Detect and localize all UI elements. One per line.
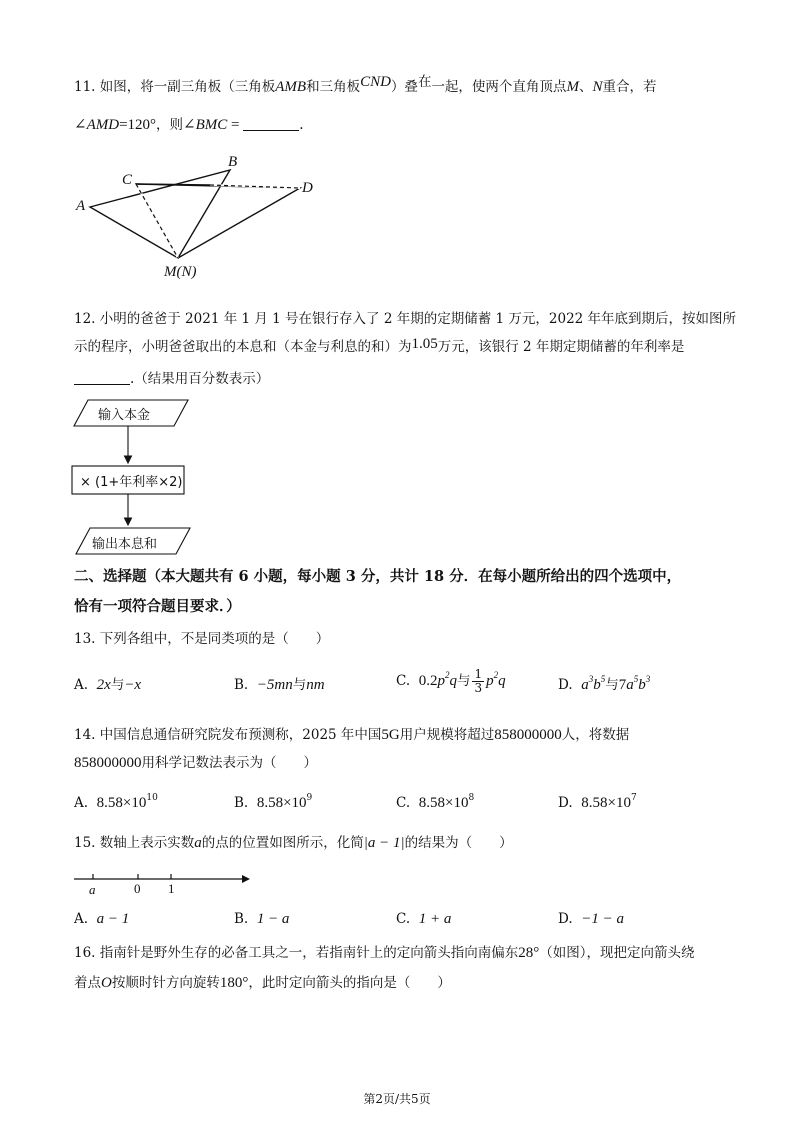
q11-separator: 、	[578, 79, 593, 95]
option-label: C.	[396, 911, 411, 927]
option-label: D.	[558, 795, 573, 811]
q14-option-d	[558, 794, 637, 812]
label-d: D	[302, 180, 313, 196]
option-text: 与	[456, 673, 471, 689]
fraction-numerator: 1	[474, 667, 483, 681]
option-math: nm	[306, 677, 325, 693]
section2-heading-line1: 二、选择题（本大题共有 6 小题，每小题 3 分，共计 18 分．在每小题所给出的四个选项中，	[74, 568, 682, 585]
q12-line1: 12. 小明的爸爸于 2021 年 1 月 1 号在银行存入了 2 年期的定期储蓄 1 万元，2022 年年底到期后，按如图所	[74, 311, 737, 327]
q15-text: 的点的位置如图所示，化简	[201, 835, 364, 851]
section2-heading-line2: 恰有一项符合题目要求．）	[74, 598, 241, 615]
q12-amount: 1.05	[411, 336, 438, 352]
q12-answer-blank	[74, 370, 130, 385]
q16-angle-180: 180°	[219, 975, 249, 991]
q16-line1	[74, 944, 695, 962]
q11-point-m: M	[566, 79, 579, 95]
label-b: B	[228, 154, 238, 170]
option-math: 8.58×10	[418, 795, 469, 811]
option-math: 1 − a	[256, 911, 290, 927]
q14-number: 858000000	[74, 755, 142, 771]
triangle-amb	[90, 170, 230, 258]
option-math: −5mn	[256, 677, 293, 693]
page-footer: 第2页/共5页	[363, 1092, 431, 1106]
option-label: D.	[558, 677, 573, 693]
triangle-cnd	[136, 184, 300, 258]
q14-line2	[74, 754, 317, 772]
option-label: A.	[74, 911, 89, 927]
q11-period: .	[299, 117, 304, 133]
flow-process-label: × (1+年利率×2)	[80, 475, 183, 490]
q15-option-a	[74, 910, 129, 928]
q11-text: ，则	[156, 117, 184, 133]
q15-var-a: a	[194, 835, 202, 851]
option-label: A.	[74, 795, 89, 811]
option-exponent: 7	[630, 793, 637, 803]
option-math: 8.58×10	[581, 795, 631, 811]
q11-triangle-cnd: CND	[360, 74, 391, 90]
q15-option-c	[396, 910, 451, 928]
q15-stem	[74, 834, 513, 852]
q11-triangles-figure	[70, 150, 330, 280]
q13-stem: 13. 下列各组中，不是同类项的是（ ）	[74, 631, 330, 647]
number-line-arrow	[242, 875, 250, 883]
q11-equals: =	[119, 117, 128, 133]
q13-option-a	[74, 676, 141, 694]
option-label: D.	[558, 911, 573, 927]
label-mn: M(N)	[164, 264, 197, 280]
q11-angle-value: 120°	[127, 117, 157, 133]
option-math: 1 + a	[418, 911, 452, 927]
edge-cd-visible	[136, 184, 210, 185]
q12-line2	[74, 338, 684, 356]
q15-option-b	[234, 910, 289, 928]
q11-point-n: N	[592, 79, 603, 95]
q16-text: ，此时定向箭头的指向是（ ）	[248, 975, 451, 991]
option-math: a − 1	[96, 911, 130, 927]
q11-angle-amd: ∠AMD	[74, 117, 120, 133]
option-math: 0.2	[418, 673, 438, 689]
q16-line2	[74, 974, 451, 992]
option-exponent: 10	[146, 793, 158, 803]
q14-number: 858000000	[494, 727, 562, 743]
q11-text: 11. 如图，将一副三角板（三角板	[74, 79, 276, 95]
q14-text: 14. 中国信息通信研究院发布预测称，2025 年中国	[74, 727, 382, 743]
q15-text: 的结果为（ ）	[404, 835, 513, 851]
q16-angle-28: 28°	[518, 945, 540, 961]
q16-text: 着点	[74, 975, 101, 991]
option-text: 与	[110, 677, 125, 693]
q13-option-d: D. $a^3b^5$与$7a^5b^3$	[558, 674, 651, 693]
flow-output-label: 输出本息和	[92, 537, 158, 552]
tick-label-0: 0	[134, 881, 141, 896]
q15-option-d	[558, 910, 624, 928]
q14-text: 人，将数据	[561, 727, 630, 743]
q16-point-o: O	[101, 975, 112, 991]
q15-text: 15. 数轴上表示实数	[74, 835, 195, 851]
option-math: 8.58×10	[96, 795, 147, 811]
q14-5g: 5G	[381, 727, 400, 743]
label-c: C	[122, 172, 133, 188]
q16-text: （如图），现把定向箭头绕	[539, 945, 695, 961]
option-label: B.	[234, 911, 249, 927]
q11-line1	[74, 74, 657, 96]
q13-option-b	[234, 676, 325, 694]
q16-text: 16. 指南针是野外生存的必备工具之一，若指南针上的定向箭头指向南偏东	[74, 945, 519, 961]
q11-answer-blank	[243, 116, 299, 131]
option-label: C.	[396, 795, 411, 811]
q15-number-line	[72, 866, 252, 896]
q12-text: 示的程序，小明爸爸取出的本息和（本金与利息的和）为	[74, 339, 412, 355]
q11-text: 一起，使两个直角顶点	[431, 79, 567, 95]
q14-option-b	[234, 794, 312, 812]
fraction-denominator: 3	[474, 681, 483, 695]
option-text: 与	[605, 677, 619, 693]
option-text: 与	[292, 677, 307, 693]
dashed-edge-cn	[136, 184, 178, 258]
option-math: −x	[124, 677, 142, 693]
fraction-one-third	[472, 668, 484, 695]
tick-label-a: a	[89, 882, 96, 896]
flow-input-label: 输入本金	[98, 408, 151, 423]
q12-line3	[74, 370, 269, 388]
option-math: −1 − a	[581, 911, 624, 927]
q16-text: 按顺时针方向旋转	[111, 975, 220, 991]
q14-text: 用科学记数法表示为（ ）	[141, 755, 317, 771]
option-label: B.	[234, 677, 249, 693]
q14-text: 用户规模将超过	[399, 727, 495, 743]
q11-triangle-amb: AMB	[275, 79, 307, 95]
q11-line2: ∠AMD=120°，则∠BMC = .	[74, 117, 304, 133]
q12-text: 万元，该银行 2 年期定期储蓄的年利率是	[437, 339, 685, 355]
option-label: A.	[74, 677, 89, 693]
q14-option-c	[396, 794, 474, 812]
q11-angle-bmc: ∠BMC	[183, 117, 228, 133]
option-label: B.	[234, 795, 249, 811]
option-label: C.	[396, 673, 411, 689]
q13-option-c: C. $0.2p^2q$与 $\frac{1}{3}$ $p^2q$	[396, 667, 506, 695]
q11-text: 在	[417, 74, 432, 90]
q15-abs-expression: |a − 1|	[363, 835, 405, 851]
q14-option-a	[74, 794, 158, 812]
q12-text: .（结果用百分数表示）	[130, 371, 270, 387]
q11-text: 和三角板	[306, 79, 361, 95]
label-a: A	[76, 198, 86, 214]
q11-text: ）叠	[390, 79, 418, 95]
option-math: 8.58×10	[256, 795, 307, 811]
option-math: 2x	[96, 677, 111, 693]
tick-label-1: 1	[168, 881, 175, 896]
option-exponent: 9	[306, 793, 313, 803]
q11-text: 重合，若	[602, 79, 657, 95]
q14-line1	[74, 726, 629, 744]
option-exponent: 8	[468, 793, 475, 803]
